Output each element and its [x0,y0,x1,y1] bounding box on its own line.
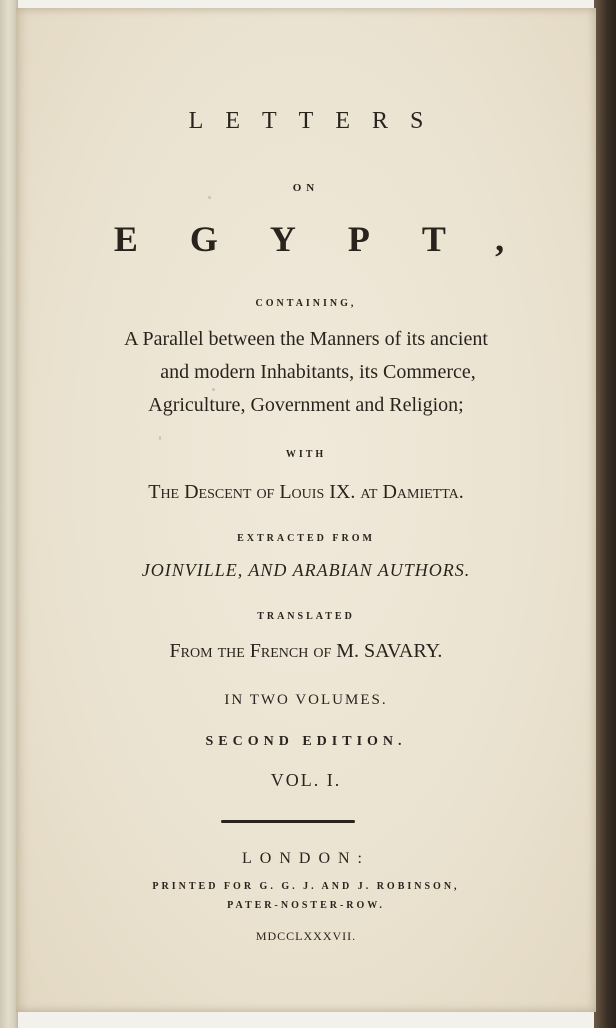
descent-line: The Descent of Louis IX. at Damietta. [148,481,464,503]
title-page [16,8,596,1012]
imprint-address: PATER-NOSTER-ROW. [227,900,385,911]
translator-line: From the French of M. SAVARY. [169,640,443,662]
parallel-line-2: and modern Inhabitants, its Commerce, [160,361,476,383]
leather-board-edge [594,0,616,1028]
with-label: WITH [285,449,327,460]
volumes-line: IN TWO VOLUMES. [224,692,388,708]
title-letters: LETTERS [188,108,446,134]
title-on: ON [292,182,320,194]
edition-line: SECOND EDITION. [205,734,407,749]
foxing-spot [212,388,215,391]
parallel-line-3: Agriculture, Government and Religion; [148,394,464,416]
foxing-spot [159,436,161,440]
divider-rule [221,820,355,823]
extracted-from-label: EXTRACTED FROM [237,533,375,544]
imprint-date: MDCCLXXXVII. [255,929,357,943]
translated-label: TRANSLATED [257,611,355,622]
foxing-spot [208,196,211,199]
imprint-printer: PRINTED FOR G. G. J. AND J. ROBINSON, [152,881,460,892]
parallel-line-1: A Parallel between the Manners of its ancient [124,328,488,350]
containing-label: CONTAINING, [255,298,357,309]
volume-number: VOL. I. [270,770,342,790]
imprint-city: LONDON: [242,850,370,867]
title-egypt: EGYPT, [113,219,557,259]
authors-line: JOINVILLE, AND ARABIAN AUTHORS. [141,560,471,580]
